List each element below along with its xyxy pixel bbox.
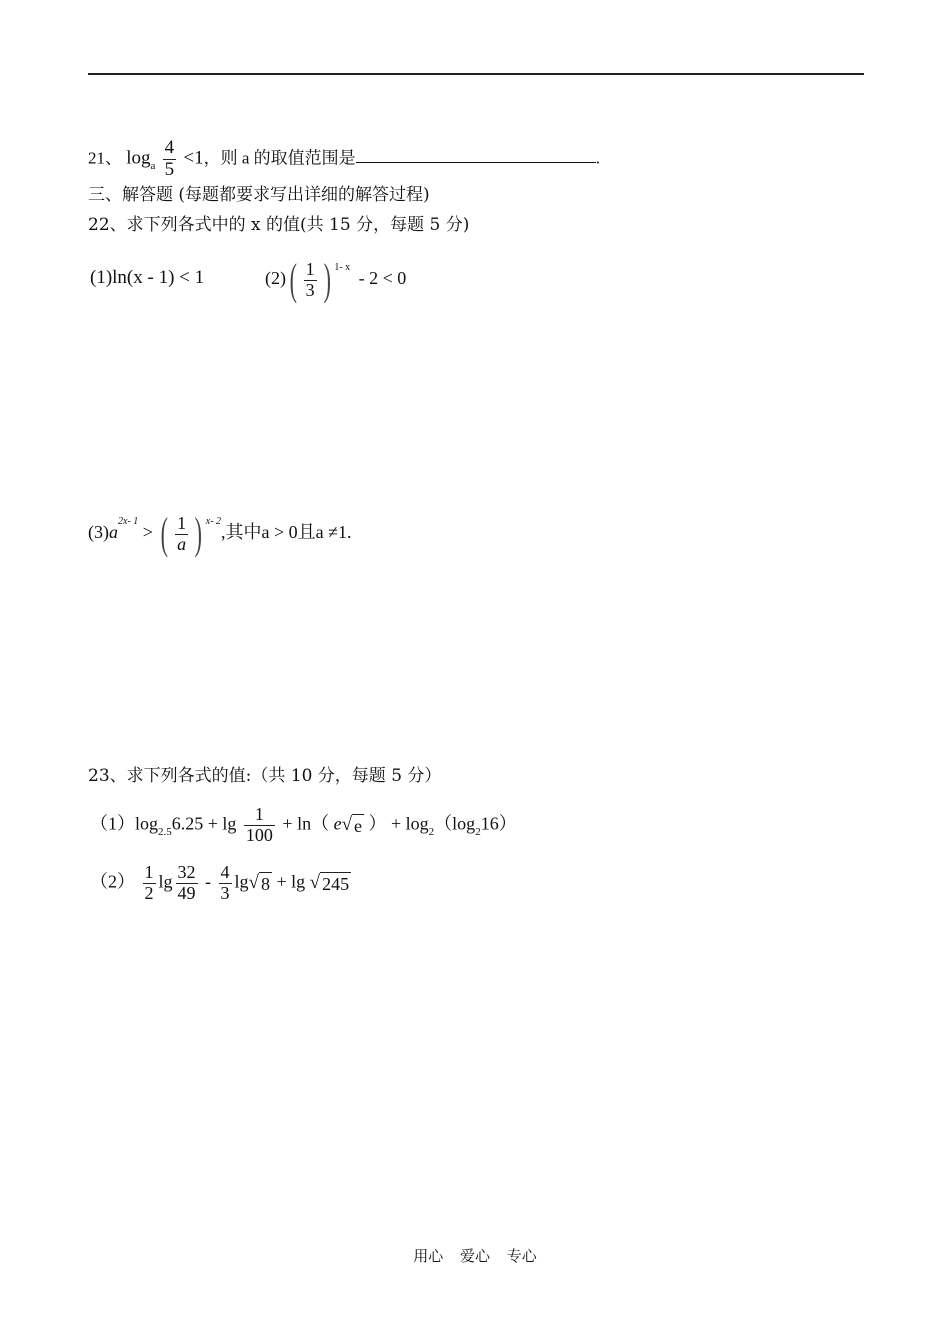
question-22-part-1: (1)ln(x - 1) < 1 xyxy=(90,267,205,288)
question-23-part-2: （2） $\frac{1}{2}$ lg $\frac{32}{49}$ - $\frac{4}{3}$ lg √ 8 + lg √ 245 xyxy=(90,862,350,903)
sqrt: √ e xyxy=(341,813,363,836)
section-heading: 三、解答题 (每题都要求写出详细的解答过程) xyxy=(88,185,430,205)
footer-word: 专心 xyxy=(506,1247,537,1265)
question-23-part-1: $(1)\log_{2.5}6.25 + \lg$ $\frac{1}{100}$ + ln（ e √ e ） + $\log_2(\log_216)$ xyxy=(90,804,517,845)
fraction: $\frac{4}{5}$ xyxy=(164,137,175,180)
header-rule xyxy=(88,73,864,75)
question-21: 21、 $\log_a$ $\frac{4}{5}$ <1，则 a 的取值范围是 . xyxy=(88,137,600,180)
sqrt: √ 245 xyxy=(309,871,350,894)
question-22-part-3: $(3)a^{2x- 1}$ > ( $\frac{1}{a}$ ) $^{x- 2}$,其中a > 0且a ≠1. xyxy=(88,509,352,558)
footer-word: 爱心 xyxy=(459,1247,490,1265)
question-22-part-2: (2)( $\frac{1}{3}$ ) $^{1- x}$ - 2 < 0 xyxy=(265,255,407,304)
footer-word: 用心 xyxy=(413,1247,444,1265)
question-23-title: 23、求下列各式的值:（共 10 分，每题 5 分） xyxy=(88,766,442,786)
answer-blank[interactable] xyxy=(356,144,596,163)
question-22-title: 22、求下列各式中的 x 的值(共 15 分，每题 5 分) xyxy=(88,215,470,235)
footer xyxy=(0,1245,950,1266)
sqrt: √ 8 xyxy=(248,871,270,894)
